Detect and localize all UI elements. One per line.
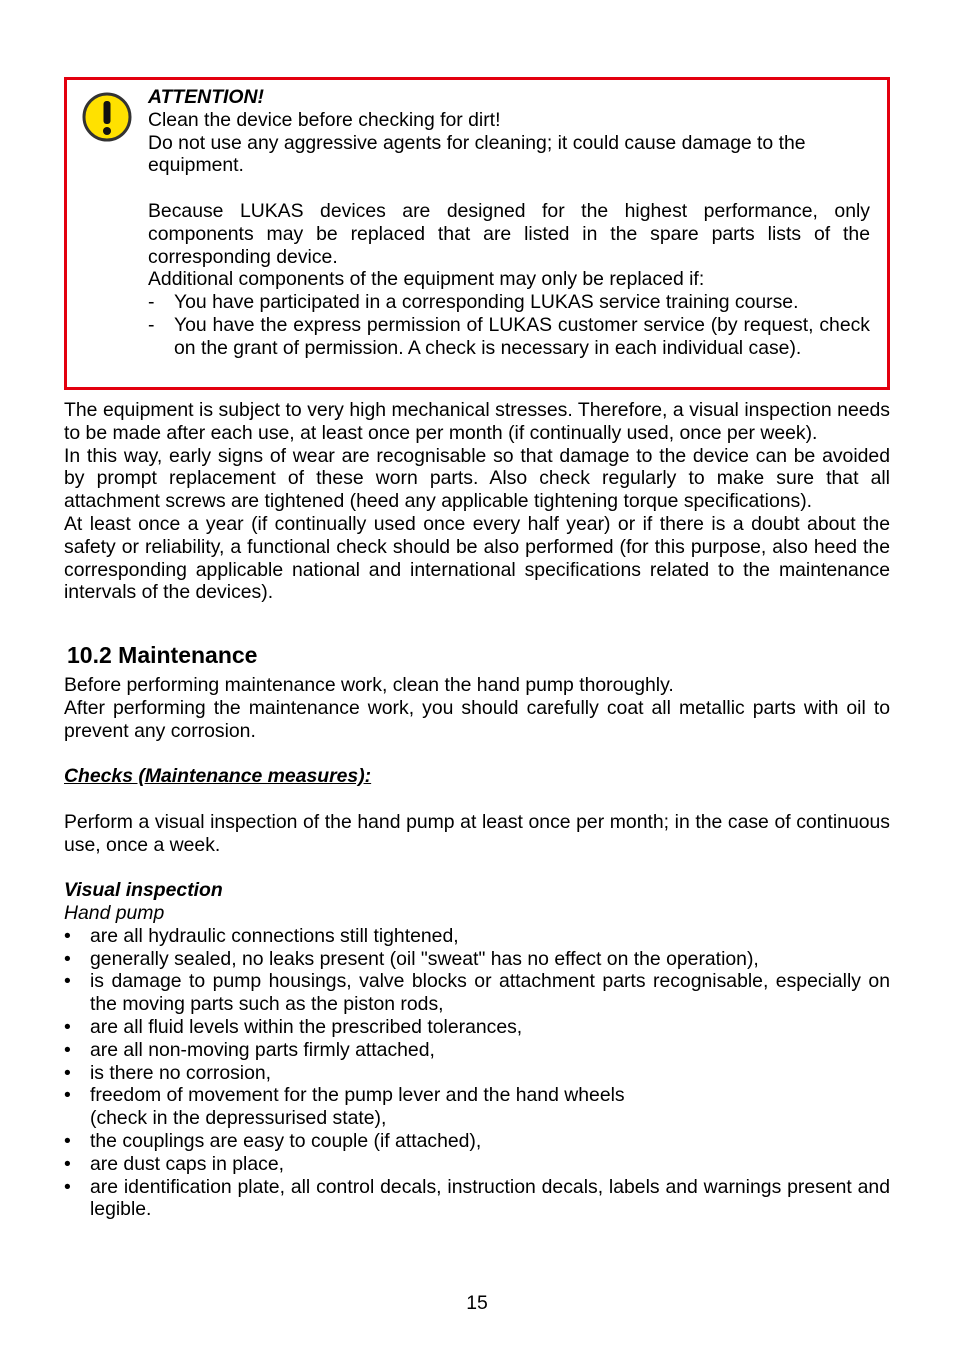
condition-text: You have the express permission of LUKAS customer service (by request, check on the grant of permission. A check is necessary in each individual case). xyxy=(174,313,870,359)
list-item xyxy=(64,1039,890,1062)
bullet-marker: • xyxy=(64,1061,71,1084)
bullet-marker: • xyxy=(64,1015,71,1038)
list-item xyxy=(64,1130,890,1153)
list-item xyxy=(64,1016,890,1039)
attention-line-agents: Do not use any aggressive agents for cleaning; it could cause damage to the equipment. xyxy=(148,131,806,177)
inspection-list xyxy=(64,925,890,1221)
attention-content xyxy=(148,86,870,360)
list-item xyxy=(64,1153,890,1176)
dash-marker: - xyxy=(148,291,155,314)
bullet-marker: • xyxy=(64,1175,71,1198)
intro-paragraph: In this way, early signs of wear are recognisable so that damage to the device can be avoided by prompt replacement of these worn parts. Also check regularly to make sure that all attachment screws are tightened (heed any applicable tightening torque specifications). xyxy=(64,444,890,513)
list-item xyxy=(64,1062,890,1085)
bullet-marker: • xyxy=(64,1038,71,1061)
list-item-text: are identification plate, all control decals, instruction decals, labels and warnings present and legible. xyxy=(90,1175,890,1221)
list-item-text: generally sealed, no leaks present (oil "sweat" has no effect on the operation), xyxy=(90,947,759,970)
visual-inspection-subheading: Hand pump xyxy=(64,901,165,924)
attention-paragraph-parts: Because LUKAS devices are designed for the highest performance, only components may be replaced that are listed in the spare parts lists of the corresponding device. xyxy=(148,199,870,268)
bullet-marker: • xyxy=(64,947,71,970)
condition-item xyxy=(148,291,870,314)
checks-heading: Checks (Maintenance measures): xyxy=(64,765,372,788)
condition-text: You have participated in a corresponding LUKAS service training course. xyxy=(174,291,799,314)
list-item xyxy=(64,925,890,948)
bullet-marker: • xyxy=(64,970,71,993)
intro-paragraph: The equipment is subject to very high mechanical stresses. Therefore, a visual inspection needs to be made after each use, at least once per month (if continually used, once per week). xyxy=(64,399,890,444)
intro-paragraph: At least once a year (if continually used once every half year) or if there is a doubt about the safety or reliability, a functional check should be also performed (for this purpose, also heed the corresponding applicable national and international specifications related to the maintenance intervals of the devices). xyxy=(64,512,890,604)
page-number: 15 xyxy=(466,1292,488,1314)
visual-inspection-heading: Visual inspection xyxy=(64,879,223,902)
maintenance-paragraph: Before performing maintenance work, clean the hand pump thoroughly. xyxy=(64,674,674,696)
bullet-marker: • xyxy=(64,1084,71,1107)
attention-title: ATTENTION! xyxy=(148,86,264,108)
section-heading: 10.2 Maintenance xyxy=(67,642,258,668)
bullet-marker: • xyxy=(64,1152,71,1175)
list-item-text: are all fluid levels within the prescribed tolerances, xyxy=(90,1015,523,1038)
list-item xyxy=(64,1176,890,1222)
checks-text: Perform a visual inspection of the hand pump at least once per month; in the case of continuous use, once a week. xyxy=(64,810,890,856)
attention-additional: Additional components of the equipment may only be replaced if: xyxy=(148,268,705,291)
list-item-text: are dust caps in place, xyxy=(90,1152,285,1175)
maintenance-body xyxy=(64,674,890,1221)
list-item xyxy=(64,948,890,971)
bullet-marker: • xyxy=(64,1129,71,1152)
dash-marker: - xyxy=(148,313,155,336)
condition-item xyxy=(148,314,870,360)
list-item-text: freedom of movement for the pump lever and the hand wheels (check in the depressurised state), xyxy=(90,1084,625,1130)
attention-box xyxy=(64,77,890,390)
maintenance-paragraph: After performing the maintenance work, you should carefully coat all metallic parts with oil to prevent any corrosion. xyxy=(64,696,890,742)
list-item-text: is damage to pump housings, valve blocks or attachment parts recognisable, especially on the moving parts such as the piston rods, xyxy=(90,970,890,1016)
list-item xyxy=(64,970,890,1016)
list-item xyxy=(64,1084,670,1130)
attention-line-clean: Clean the device before checking for dirt! xyxy=(148,108,501,131)
intro-section xyxy=(64,399,890,604)
list-item-text: are all hydraulic connections still tightened, xyxy=(90,924,459,947)
bullet-marker: • xyxy=(64,924,71,947)
maintenance-section xyxy=(64,641,890,669)
list-item-text: are all non-moving parts firmly attached, xyxy=(90,1038,435,1061)
warning-exclamation-icon xyxy=(81,91,133,143)
list-item-text: is there no corrosion, xyxy=(90,1061,272,1084)
list-item-text: the couplings are easy to couple (if attached), xyxy=(90,1129,482,1152)
